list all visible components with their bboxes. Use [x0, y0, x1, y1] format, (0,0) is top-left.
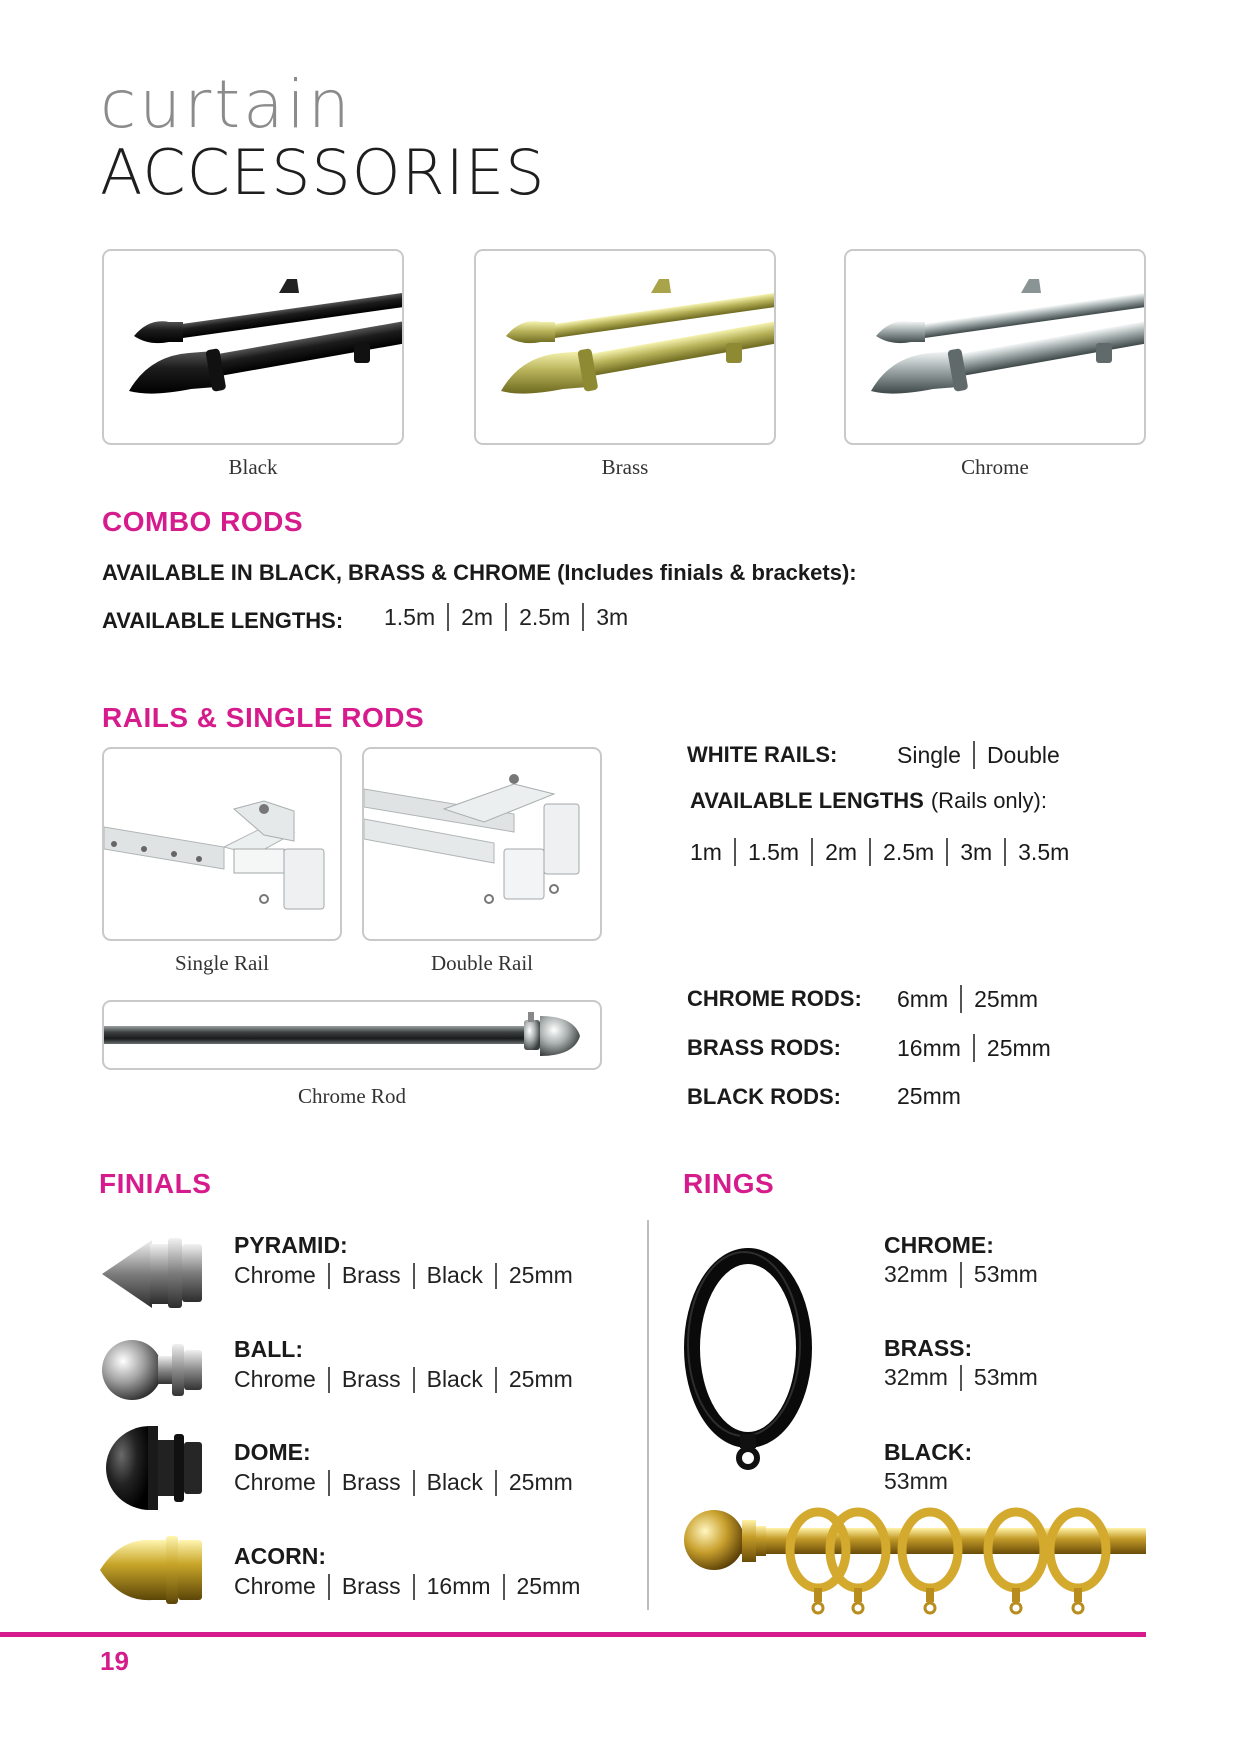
pyramid-finial-image: [100, 1232, 210, 1312]
finial-option: Chrome: [234, 1469, 316, 1495]
separator: [869, 838, 871, 866]
black-ring-image: [680, 1238, 820, 1474]
ring-name: BRASS:: [884, 1335, 973, 1361]
caption-black: Black: [228, 455, 278, 479]
brass-rods-label: BRASS RODS:: [687, 1035, 842, 1060]
caption-chrome-rod: Chrome Rod: [298, 1084, 406, 1108]
separator: [495, 1367, 497, 1393]
brass-rod-rings-image: [680, 1506, 1146, 1620]
finial-option: 16mm: [426, 1573, 491, 1599]
rail-length-value: 3m: [960, 838, 993, 865]
white-rail-type: Single: [897, 741, 961, 768]
combo-rod-black-image: [102, 249, 404, 445]
finial-option: Black: [426, 1262, 483, 1288]
chrome-rod-image: [102, 1000, 602, 1070]
black-rods-label: BLACK RODS:: [687, 1083, 841, 1109]
separator: [811, 838, 813, 866]
separator: [1004, 838, 1006, 866]
combo-length-value: 1.5m: [384, 603, 436, 630]
combo-rods-heading: COMBO RODS: [102, 506, 303, 537]
white-rails-label: WHITE RAILS:: [687, 742, 838, 767]
ring-size: 32mm: [884, 1261, 948, 1287]
separator: [503, 1574, 505, 1600]
separator: [582, 603, 584, 631]
finial-options: [234, 1366, 573, 1393]
finial-name: ACORN:: [234, 1543, 326, 1569]
finial-name: PYRAMID:: [234, 1232, 348, 1258]
separator: [505, 603, 507, 631]
caption-single-rail: Single Rail: [175, 951, 269, 975]
ball-finial-image: [100, 1330, 210, 1410]
page-number: 19: [100, 1646, 129, 1676]
white-rail-type: Double: [986, 741, 1060, 768]
separator: [973, 1034, 975, 1062]
finial-option: Brass: [341, 1262, 401, 1288]
rails-only-note: (Rails only):: [930, 788, 1047, 813]
chrome-rods-row: [687, 985, 1038, 1013]
rails-lengths-list: [690, 838, 1069, 866]
column-divider: [647, 1220, 649, 1610]
rod-size: 25mm: [974, 985, 1039, 1012]
ring-sizes: [884, 1364, 1038, 1391]
title-curtain: curtain: [100, 66, 353, 143]
combo-rod-chrome-image: [844, 249, 1146, 445]
rails-heading: RAILS & SINGLE RODS: [102, 702, 425, 733]
combo-length-value: 2.5m: [519, 603, 571, 630]
dome-finial-image: [100, 1422, 210, 1512]
rail-length-value: 2.5m: [883, 838, 935, 865]
separator: [447, 603, 449, 631]
ring-sizes: [884, 1468, 948, 1495]
ring-sizes: [884, 1261, 1038, 1288]
finial-option: Chrome: [234, 1366, 316, 1392]
finial-option: Black: [426, 1366, 483, 1392]
rail-length-value: 2m: [825, 838, 858, 865]
ring-name: CHROME:: [884, 1232, 994, 1258]
rod-size: 6mm: [897, 985, 949, 1012]
finial-option: 25mm: [508, 1469, 573, 1495]
combo-lengths-list: [384, 603, 628, 631]
finial-option: Brass: [341, 1469, 401, 1495]
separator: [960, 1365, 962, 1391]
finial-options: [234, 1573, 580, 1600]
rails-available-label: AVAILABLE LENGTHS: [690, 788, 924, 813]
brass-rods-row: [687, 1034, 1051, 1062]
rail-length-value: 1m: [690, 838, 722, 865]
rails-available-lengths-row: [690, 788, 1047, 814]
white-rails-row: [687, 741, 1060, 769]
rod-size: 25mm: [986, 1034, 1051, 1061]
chrome-rods-label: CHROME RODS:: [687, 986, 862, 1011]
combo-lengths-label: AVAILABLE LENGTHS:: [102, 608, 344, 633]
rod-size: 16mm: [897, 1034, 961, 1061]
caption-brass: Brass: [601, 455, 649, 479]
finial-option: 25mm: [508, 1262, 573, 1288]
finial-name: BALL:: [234, 1336, 303, 1362]
black-rods-row: [687, 1083, 961, 1110]
separator: [328, 1574, 330, 1600]
separator: [413, 1470, 415, 1496]
separator: [328, 1263, 330, 1289]
finial-options: [234, 1469, 573, 1496]
caption-double-rail: Double Rail: [430, 951, 534, 975]
combo-available-text: AVAILABLE IN BLACK, BRASS & CHROME (Includes finials & brackets):: [102, 560, 857, 585]
separator: [413, 1263, 415, 1289]
finial-name: DOME:: [234, 1439, 311, 1465]
combo-length-value: 2m: [461, 603, 494, 630]
ring-size: 53mm: [973, 1261, 1038, 1287]
separator: [960, 1262, 962, 1288]
ring-size: 53mm: [884, 1468, 948, 1494]
finial-option: 25mm: [516, 1573, 581, 1599]
separator: [413, 1574, 415, 1600]
rail-length-value: 3.5m: [1018, 838, 1070, 865]
ring-name: BLACK:: [884, 1439, 973, 1465]
separator: [960, 985, 962, 1013]
separator: [413, 1367, 415, 1393]
combo-length-value: 3m: [596, 603, 629, 630]
acorn-finial-image: [98, 1532, 210, 1608]
separator: [328, 1470, 330, 1496]
double-rail-image: [362, 747, 602, 941]
separator: [495, 1263, 497, 1289]
finial-option: Brass: [341, 1366, 401, 1392]
finials-heading: FINIALS: [99, 1168, 212, 1199]
single-rail-image: [102, 747, 342, 941]
ring-size: 53mm: [973, 1364, 1038, 1390]
separator: [495, 1470, 497, 1496]
ring-size: 32mm: [884, 1364, 948, 1390]
separator: [734, 838, 736, 866]
finial-option: 25mm: [508, 1366, 573, 1392]
rod-size: 25mm: [897, 1083, 961, 1109]
finial-option: Chrome: [234, 1262, 316, 1288]
footer-line: [0, 1632, 1146, 1637]
finial-option: Brass: [341, 1573, 401, 1599]
combo-rod-brass-image: [474, 249, 776, 445]
title-accessories: ACCESSORIES: [100, 136, 546, 209]
separator: [973, 741, 975, 769]
caption-chrome: Chrome: [961, 455, 1029, 479]
rail-length-value: 1.5m: [747, 838, 800, 865]
finial-options: [234, 1262, 573, 1289]
finial-option: Chrome: [234, 1573, 316, 1599]
finial-option: Black: [426, 1469, 483, 1495]
separator: [328, 1367, 330, 1393]
rings-heading: RINGS: [683, 1168, 775, 1199]
separator: [946, 838, 948, 866]
